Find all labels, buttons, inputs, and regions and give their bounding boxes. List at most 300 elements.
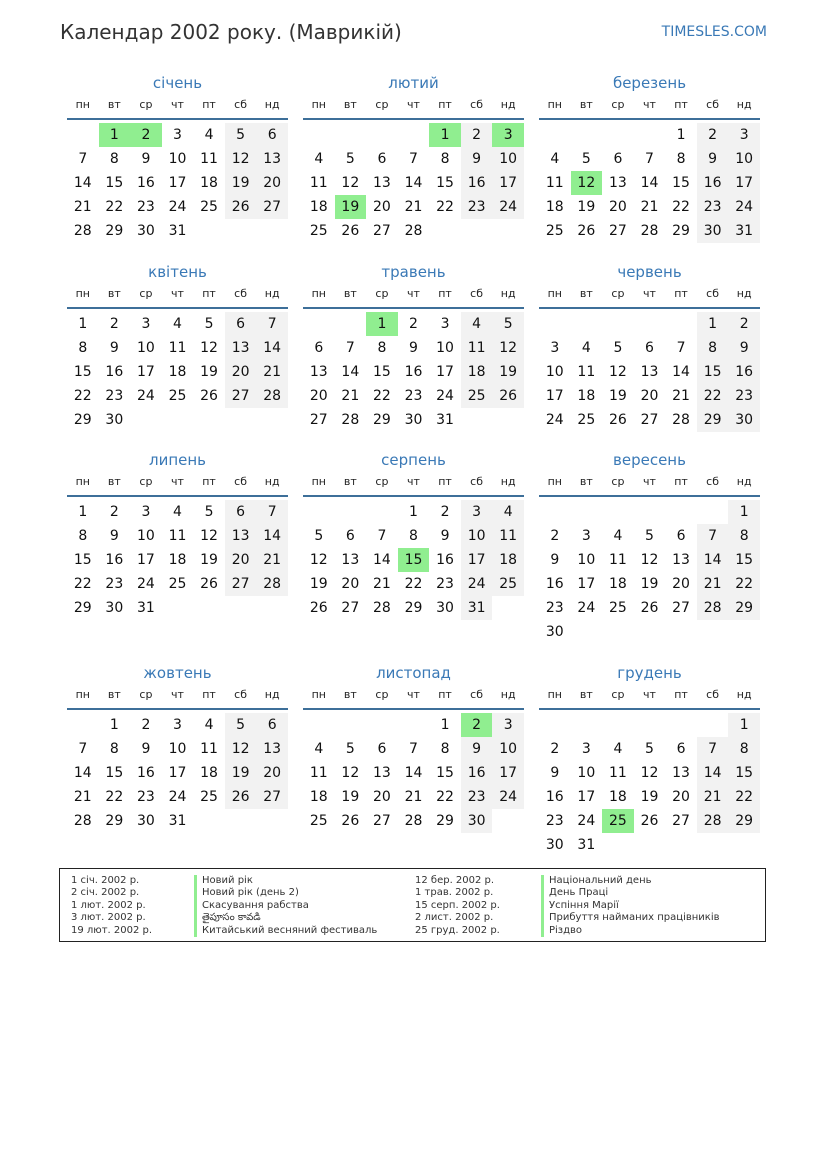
day-cell: 28	[404, 813, 423, 829]
weekday-label: вт	[107, 475, 121, 488]
holiday-day-cell: 12	[571, 171, 603, 195]
day-cell: 23	[105, 388, 124, 404]
holiday-legend	[59, 868, 766, 942]
weekday-label: чт	[171, 688, 184, 701]
weekday-label: нд	[736, 688, 752, 701]
legend-date: 2 лист. 2002 р.	[415, 912, 494, 924]
day-cell: 17	[168, 765, 187, 781]
day-cell: 22	[697, 384, 729, 408]
day-grid	[539, 710, 760, 854]
day-cell: 11	[577, 364, 596, 380]
legend-holiday-name: తైపూసం కావడి	[194, 912, 377, 924]
day-cell: 30	[697, 219, 729, 243]
day-cell: 18	[168, 364, 187, 380]
weekday-label: сб	[234, 98, 248, 111]
day-grid	[539, 497, 760, 641]
day-cell: 29	[436, 813, 454, 829]
day-cell: 4	[550, 151, 560, 167]
day-cell: 19	[200, 552, 218, 568]
weekday-label: сб	[234, 287, 248, 300]
day-cell: 26	[341, 813, 360, 829]
day-cell: 23	[436, 576, 454, 592]
weekday-label: чт	[407, 475, 420, 488]
day-cell: 4	[173, 316, 182, 332]
day-cell: 6	[676, 528, 686, 544]
day-cell: 18	[309, 199, 328, 215]
day-cell: 12	[200, 340, 218, 356]
day-cell: 9	[141, 151, 151, 167]
day-cell: 11	[309, 765, 328, 781]
day-cell: 18	[309, 789, 328, 805]
day-cell: 30	[136, 223, 155, 239]
weekday-label: чт	[643, 98, 656, 111]
weekday-label: пн	[75, 98, 90, 111]
day-cell: 17	[136, 364, 155, 380]
weekday-label: ср	[375, 688, 389, 701]
day-cell: 23	[545, 813, 564, 829]
day-cell: 11	[200, 741, 218, 757]
weekday-header	[67, 94, 288, 120]
weekday-label: сб	[706, 688, 720, 701]
day-cell: 9	[461, 147, 493, 171]
day-cell: 3	[550, 340, 560, 356]
day-cell: 15	[73, 364, 92, 380]
day-cell: 23	[461, 195, 493, 219]
day-cell: 22	[728, 785, 760, 809]
weekday-label: ср	[611, 287, 625, 300]
weekday-header	[67, 684, 288, 710]
day-cell: 31	[136, 600, 155, 616]
holiday-day-cell: 1	[429, 123, 461, 147]
day-cell: 2	[409, 316, 418, 332]
day-cell: 4	[204, 127, 214, 143]
day-cell: 8	[109, 151, 119, 167]
day-cell: 23	[697, 195, 729, 219]
day-cell: 15	[728, 761, 760, 785]
weekday-label: сб	[706, 287, 720, 300]
day-cell: 24	[577, 600, 596, 616]
day-cell: 2	[697, 123, 729, 147]
legend-holiday-name: Новий рік	[194, 875, 377, 887]
day-cell: 28	[697, 596, 729, 620]
month-name: листопад	[376, 664, 451, 682]
day-cell: 8	[697, 336, 729, 360]
weekday-label: нд	[264, 98, 280, 111]
month-block	[67, 449, 288, 641]
weekday-header	[303, 94, 524, 120]
day-cell: 30	[136, 813, 155, 829]
month-name: серпень	[381, 451, 446, 469]
holiday-day-cell: 2	[461, 713, 493, 737]
day-cell: 6	[225, 312, 257, 336]
day-cell: 11	[309, 175, 328, 191]
day-cell: 21	[256, 360, 288, 384]
legend-dates-left	[71, 875, 152, 937]
holiday-day-cell: 25	[602, 809, 634, 833]
day-cell: 31	[168, 223, 187, 239]
legend-date: 19 лют. 2002 р.	[71, 924, 153, 936]
day-cell: 1	[697, 312, 729, 336]
day-cell: 16	[105, 364, 124, 380]
day-cell: 10	[577, 552, 596, 568]
day-cell: 11	[461, 336, 493, 360]
weekday-label: чт	[407, 98, 420, 111]
day-cell: 14	[256, 524, 288, 548]
day-cell: 20	[256, 761, 288, 785]
day-cell: 25	[309, 813, 328, 829]
month-block	[539, 449, 760, 641]
day-grid	[67, 710, 288, 854]
page-title: Календар 2002 року. (Маврикій)	[60, 20, 402, 44]
day-cell: 22	[672, 199, 690, 215]
day-cell: 14	[73, 765, 92, 781]
day-cell: 9	[409, 340, 418, 356]
legend-holiday-name: День Праці	[541, 887, 720, 899]
day-cell: 17	[577, 576, 596, 592]
day-cell: 26	[492, 384, 524, 408]
day-cell: 20	[256, 171, 288, 195]
day-cell: 20	[341, 576, 360, 592]
weekday-header	[303, 471, 524, 497]
weekday-label: вт	[579, 688, 593, 701]
month-block	[539, 72, 760, 264]
day-cell: 17	[168, 175, 187, 191]
day-cell: 20	[225, 548, 257, 572]
day-cell: 15	[728, 548, 760, 572]
day-cell: 31	[168, 813, 187, 829]
day-cell: 4	[314, 741, 324, 757]
day-cell: 19	[640, 789, 659, 805]
day-cell: 22	[73, 388, 92, 404]
legend-date: 2 січ. 2002 р.	[71, 887, 140, 899]
day-cell: 8	[78, 528, 88, 544]
weekday-label: нд	[500, 475, 516, 488]
day-cell: 1	[78, 504, 88, 520]
weekday-label: пн	[547, 287, 562, 300]
weekday-label: сб	[234, 688, 248, 701]
day-cell: 27	[256, 785, 288, 809]
legend-holiday-name: Успіння Марії	[541, 900, 720, 912]
weekday-label: чт	[171, 98, 184, 111]
day-cell: 12	[640, 765, 659, 781]
weekday-label: пн	[547, 98, 562, 111]
legend-holiday-name: Новий рік (день 2)	[194, 887, 377, 899]
weekday-label: пт	[438, 475, 452, 488]
day-cell: 28	[73, 813, 92, 829]
day-cell: 8	[728, 737, 760, 761]
day-cell: 20	[672, 576, 690, 592]
day-cell: 5	[345, 741, 355, 757]
day-cell: 27	[608, 223, 627, 239]
day-cell: 13	[341, 552, 360, 568]
day-cell: 9	[440, 528, 450, 544]
day-cell: 31	[577, 837, 596, 853]
weekday-label: ср	[139, 98, 153, 111]
day-cell: 9	[550, 765, 560, 781]
day-cell: 22	[728, 572, 760, 596]
day-cell: 10	[168, 741, 187, 757]
weekday-label: чт	[407, 287, 420, 300]
day-cell: 1	[440, 717, 450, 733]
day-cell: 2	[728, 312, 760, 336]
weekday-label: пн	[547, 475, 562, 488]
day-cell: 12	[341, 175, 360, 191]
day-cell: 4	[314, 151, 324, 167]
day-cell: 6	[345, 528, 355, 544]
day-cell: 7	[256, 312, 288, 336]
day-cell: 30	[105, 412, 124, 428]
weekday-header	[67, 471, 288, 497]
day-cell: 27	[225, 384, 257, 408]
month-name: липень	[148, 451, 207, 469]
day-cell: 22	[436, 199, 454, 215]
day-cell: 25	[309, 223, 328, 239]
weekday-label: нд	[264, 475, 280, 488]
day-cell: 11	[168, 528, 187, 544]
weekday-label: сб	[234, 475, 248, 488]
weekday-label: пт	[202, 98, 216, 111]
month-name: січень	[152, 74, 203, 92]
weekday-label: пт	[202, 475, 216, 488]
day-cell: 19	[200, 364, 218, 380]
day-grid	[67, 309, 288, 453]
day-cell: 17	[492, 761, 524, 785]
day-cell: 29	[404, 600, 423, 616]
day-cell: 28	[697, 809, 729, 833]
day-cell: 26	[577, 223, 596, 239]
day-cell: 31	[436, 412, 454, 428]
weekday-label: нд	[264, 287, 280, 300]
month-block	[539, 662, 760, 854]
weekday-label: ср	[611, 98, 625, 111]
month-block	[67, 72, 288, 264]
day-cell: 24	[545, 412, 564, 428]
day-cell: 21	[697, 572, 729, 596]
site-link[interactable]: TIMESLES.COM	[661, 24, 767, 40]
day-cell: 5	[225, 123, 257, 147]
day-cell: 13	[309, 364, 328, 380]
weekday-label: ср	[611, 475, 625, 488]
day-cell: 8	[409, 528, 418, 544]
legend-holiday-name: Скасування рабства	[194, 900, 377, 912]
day-cell: 7	[409, 741, 418, 757]
day-cell: 16	[105, 552, 124, 568]
day-cell: 6	[676, 741, 686, 757]
weekday-label: вт	[343, 98, 357, 111]
holiday-day-cell: 15	[398, 548, 430, 572]
day-cell: 7	[697, 524, 729, 548]
day-cell: 18	[200, 175, 218, 191]
day-cell: 5	[645, 528, 654, 544]
weekday-header	[539, 283, 760, 309]
legend-holiday-name: Національний день	[541, 875, 720, 887]
day-cell: 29	[105, 813, 124, 829]
weekday-label: нд	[500, 98, 516, 111]
day-cell: 14	[404, 175, 423, 191]
weekday-label: вт	[343, 287, 357, 300]
day-cell: 11	[608, 552, 627, 568]
weekday-label: ср	[375, 287, 389, 300]
weekday-label: пт	[674, 287, 688, 300]
day-cell: 10	[728, 147, 760, 171]
day-cell: 15	[697, 360, 729, 384]
day-cell: 26	[640, 813, 659, 829]
day-grid	[303, 309, 524, 453]
day-cell: 6	[645, 340, 654, 356]
weekday-label: нд	[736, 287, 752, 300]
weekday-label: сб	[706, 475, 720, 488]
day-grid	[303, 120, 524, 264]
month-block	[303, 261, 524, 453]
day-cell: 16	[461, 761, 493, 785]
day-grid	[303, 497, 524, 641]
day-cell: 9	[550, 552, 560, 568]
weekday-label: ср	[375, 475, 389, 488]
day-cell: 5	[645, 741, 654, 757]
day-cell: 6	[256, 123, 288, 147]
day-cell: 9	[109, 340, 119, 356]
legend-holiday-name: Китайський весняний фестиваль	[194, 925, 377, 937]
day-cell: 8	[440, 151, 450, 167]
day-cell: 14	[697, 761, 729, 785]
day-cell: 25	[168, 576, 187, 592]
day-cell: 29	[672, 223, 690, 239]
day-cell: 6	[377, 741, 387, 757]
day-grid	[303, 710, 524, 854]
day-cell: 25	[200, 199, 218, 215]
day-cell: 29	[73, 600, 92, 616]
day-cell: 27	[309, 412, 328, 428]
day-cell: 30	[461, 809, 493, 833]
day-cell: 28	[256, 572, 288, 596]
legend-date: 3 лют. 2002 р.	[71, 912, 146, 924]
day-cell: 2	[440, 504, 450, 520]
day-cell: 26	[341, 223, 360, 239]
day-cell: 12	[492, 336, 524, 360]
day-cell: 25	[608, 600, 627, 616]
weekday-label: чт	[643, 287, 656, 300]
day-cell: 3	[173, 717, 182, 733]
day-cell: 25	[168, 388, 187, 404]
day-cell: 3	[492, 713, 524, 737]
day-cell: 20	[608, 199, 627, 215]
day-cell: 13	[225, 336, 257, 360]
day-cell: 7	[676, 340, 686, 356]
day-cell: 13	[672, 552, 690, 568]
day-cell: 9	[141, 741, 151, 757]
day-cell: 21	[73, 199, 92, 215]
day-cell: 3	[461, 500, 493, 524]
day-cell: 10	[136, 528, 155, 544]
day-cell: 31	[461, 596, 493, 620]
weekday-label: чт	[643, 688, 656, 701]
day-cell: 17	[461, 548, 493, 572]
day-cell: 25	[577, 412, 596, 428]
day-cell: 14	[697, 548, 729, 572]
weekday-label: пт	[674, 688, 688, 701]
weekday-label: пн	[75, 475, 90, 488]
weekday-label: нд	[736, 475, 752, 488]
day-cell: 29	[728, 809, 760, 833]
day-cell: 21	[404, 789, 423, 805]
day-cell: 5	[345, 151, 355, 167]
weekday-label: вт	[107, 98, 121, 111]
day-cell: 6	[377, 151, 387, 167]
day-cell: 21	[640, 199, 659, 215]
day-cell: 8	[728, 524, 760, 548]
day-cell: 28	[256, 384, 288, 408]
day-cell: 1	[409, 504, 418, 520]
day-cell: 17	[136, 552, 155, 568]
day-cell: 10	[436, 340, 454, 356]
day-cell: 12	[608, 364, 627, 380]
day-grid	[67, 120, 288, 264]
day-cell: 10	[545, 364, 564, 380]
day-cell: 13	[256, 737, 288, 761]
weekday-label: пт	[438, 98, 452, 111]
day-cell: 12	[225, 147, 257, 171]
day-cell: 11	[608, 765, 627, 781]
month-name: березень	[612, 74, 687, 92]
day-cell: 20	[372, 789, 391, 805]
holiday-day-cell: 3	[492, 123, 524, 147]
day-cell: 2	[550, 528, 560, 544]
day-cell: 27	[372, 813, 391, 829]
day-cell: 20	[672, 789, 690, 805]
day-cell: 18	[577, 388, 596, 404]
day-cell: 7	[256, 500, 288, 524]
day-cell: 17	[545, 388, 564, 404]
day-cell: 27	[672, 600, 690, 616]
day-cell: 8	[676, 151, 686, 167]
day-cell: 3	[440, 316, 450, 332]
day-cell: 7	[345, 340, 355, 356]
day-cell: 21	[672, 388, 690, 404]
weekday-label: вт	[579, 287, 593, 300]
day-cell: 3	[173, 127, 182, 143]
weekday-label: сб	[706, 98, 720, 111]
day-cell: 23	[545, 600, 564, 616]
day-cell: 6	[314, 340, 324, 356]
day-cell: 30	[105, 600, 124, 616]
month-name: травень	[381, 263, 446, 281]
day-cell: 18	[200, 765, 218, 781]
day-cell: 5	[204, 504, 214, 520]
weekday-label: чт	[407, 688, 420, 701]
month-block	[303, 72, 524, 264]
day-cell: 8	[377, 340, 387, 356]
day-cell: 23	[136, 789, 155, 805]
day-cell: 11	[492, 524, 524, 548]
day-cell: 4	[461, 312, 493, 336]
day-cell: 13	[256, 147, 288, 171]
day-cell: 7	[377, 528, 387, 544]
weekday-label: ср	[139, 475, 153, 488]
day-cell: 27	[672, 813, 690, 829]
day-cell: 24	[492, 195, 524, 219]
day-cell: 24	[168, 789, 187, 805]
legend-date: 25 груд. 2002 р.	[415, 924, 500, 936]
day-cell: 25	[461, 384, 493, 408]
weekday-label: сб	[470, 688, 484, 701]
weekday-label: вт	[579, 475, 593, 488]
day-cell: 3	[141, 316, 151, 332]
month-name: квітень	[148, 263, 207, 281]
day-cell: 18	[545, 199, 564, 215]
day-cell: 15	[436, 765, 454, 781]
day-cell: 12	[341, 765, 360, 781]
weekday-label: нд	[736, 98, 752, 111]
